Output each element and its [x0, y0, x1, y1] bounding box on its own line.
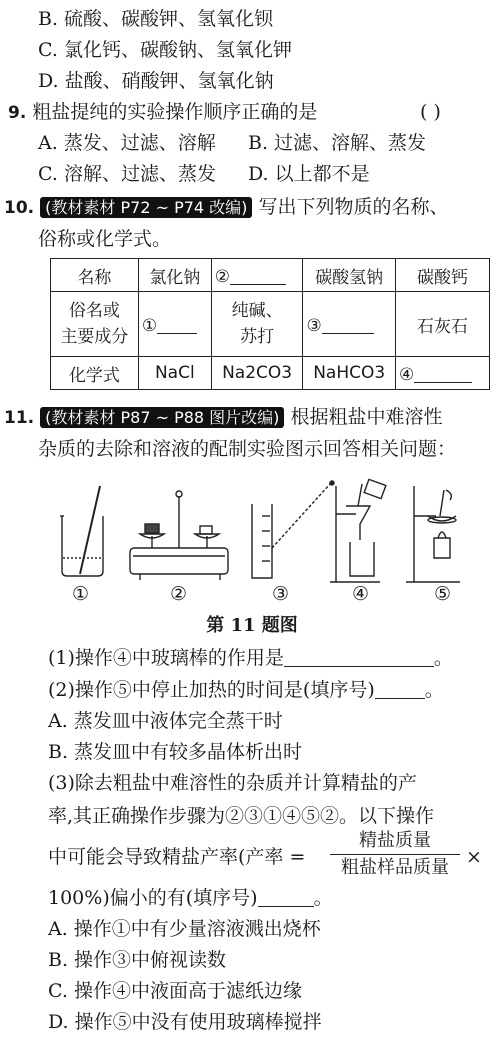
q11-sub3-line3: 中可能会导致精盐产率(产率 =: [48, 846, 306, 868]
yield-formula-fraction: [330, 828, 460, 881]
q11-sub3-line2: 率,其正确操作步骤为②③①④⑤②。以下操作: [48, 805, 435, 827]
table-cell-blank1: ①: [138, 292, 211, 357]
q8-option-d: D. 盐酸、硝酸钾、氢氧化钠: [38, 70, 274, 92]
q9-option-d: D. 以上都不是: [248, 163, 370, 185]
q11-sub2: (2)操作⑤中停止加热的时间是(填序号) 。: [48, 679, 444, 701]
figure-label-2: ②: [170, 583, 188, 605]
q9-answer-paren: ( ): [420, 101, 441, 123]
answer-blank[interactable]: [157, 313, 197, 334]
answer-blank[interactable]: [322, 313, 374, 334]
q9-option-a: A. 蒸发、过滤、溶解: [38, 132, 216, 154]
multiply-sign: ×: [466, 846, 482, 868]
q11-sub3-option-b: B. 操作③中俯视读数: [48, 949, 227, 971]
q11-sub3-line4: 100%)偏小的有(填序号) 。: [48, 887, 333, 909]
figure-label-3: ③: [272, 583, 290, 605]
beaker-dissolving-icon: [60, 486, 103, 576]
q10-stem-1: 写出下列物质的名称、: [258, 196, 449, 218]
table-header-blank2: ②: [211, 259, 303, 292]
q10-stem-line: [4, 192, 449, 222]
q8-option-b: B. 硫酸、碳酸钾、氢氧化钡: [38, 8, 274, 30]
q11-sub3-option-d: D. 操作⑤中没有使用玻璃棒搅拌: [48, 1011, 322, 1033]
q9-stem-line: [8, 97, 317, 127]
q9-stem: 粗盐提纯的实验操作顺序正确的是: [32, 101, 318, 123]
filtration-setup-icon: [330, 479, 386, 582]
answer-blank[interactable]: [258, 886, 314, 907]
table-cell-nacl: NaCl: [138, 357, 211, 390]
table-header-caco3: 碳酸钙: [395, 259, 489, 292]
table-label-common-name: 俗名或 主要成分: [51, 292, 139, 357]
figure-label-5: ⑤: [434, 583, 452, 605]
q11-sub3-option-a: A. 操作①中有少量溶液溅出烧杯: [48, 918, 321, 940]
table-cell-blank3: ③: [303, 292, 396, 357]
q11-source-tag: (教材素材 P87 ~ P88 图片改编): [40, 407, 284, 428]
q9-number: 9.: [8, 103, 27, 123]
table-header-nacl: 氯化钠: [138, 259, 211, 292]
answer-blank[interactable]: [284, 646, 434, 667]
table-header-nahco3: 碳酸氢钠: [303, 259, 396, 292]
balance-scale-icon: [130, 491, 228, 580]
figure-label-4: ④: [352, 583, 370, 605]
q10-table: [50, 258, 490, 390]
table-row: [51, 259, 490, 292]
q8-option-c: C. 氯化钙、碳酸钠、氢氧化钾: [38, 39, 292, 61]
evaporation-setup-icon: [406, 486, 460, 582]
q11-stem-line: [4, 402, 443, 432]
graduated-cylinder-icon: [252, 481, 334, 578]
table-label-formula: 化学式: [51, 357, 139, 390]
q9-option-b: B. 过滤、溶解、蒸发: [248, 132, 427, 154]
table-header-name: 名称: [51, 259, 139, 292]
table-row: [51, 292, 490, 357]
answer-blank[interactable]: [414, 362, 472, 383]
table-cell-na2co3: Na2CO3: [211, 357, 303, 390]
answer-blank[interactable]: [375, 678, 425, 699]
q11-sub1: (1)操作④中玻璃棒的作用是 。: [48, 647, 453, 669]
q11-sub2-option-b: B. 蒸发皿中有较多晶体析出时: [48, 741, 303, 763]
q11-sub3-option-c: C. 操作④中液面高于滤纸边缘: [48, 980, 302, 1002]
fraction-denominator: 粗盐样品质量: [341, 857, 449, 878]
q11-sub3-line1: (3)除去粗盐中难溶性的杂质并计算精盐的产: [48, 772, 417, 794]
q10-stem-2: 俗称或化学式。: [38, 228, 172, 250]
fraction-numerator: 精盐质量: [330, 828, 460, 855]
q9-option-c: C. 溶解、过滤、蒸发: [38, 163, 216, 185]
table-cell-nahco3: NaHCO3: [303, 357, 396, 390]
table-cell-blank4: ④: [395, 357, 489, 390]
figure-label-1: ①: [72, 583, 90, 605]
table-row: [51, 357, 490, 390]
figure-caption: 第 11 题图: [206, 615, 298, 636]
q11-sub2-option-a: A. 蒸发皿中液体完全蒸干时: [48, 710, 283, 732]
q11-stem-2: 杂质的去除和溶液的配制实验图示回答相关问题：: [38, 438, 457, 460]
q11-number: 11.: [4, 408, 35, 428]
table-cell-limestone: 石灰石: [395, 292, 489, 357]
table-cell-soda: 纯碱、 苏打: [211, 292, 303, 357]
q10-number: 10.: [4, 198, 35, 218]
lab-apparatus-figure: [40, 476, 490, 586]
answer-blank[interactable]: [230, 264, 286, 285]
q11-stem-1: 根据粗盐中难溶性: [290, 406, 443, 428]
q10-source-tag: (教材素材 P72 ~ P74 改编): [40, 197, 252, 218]
